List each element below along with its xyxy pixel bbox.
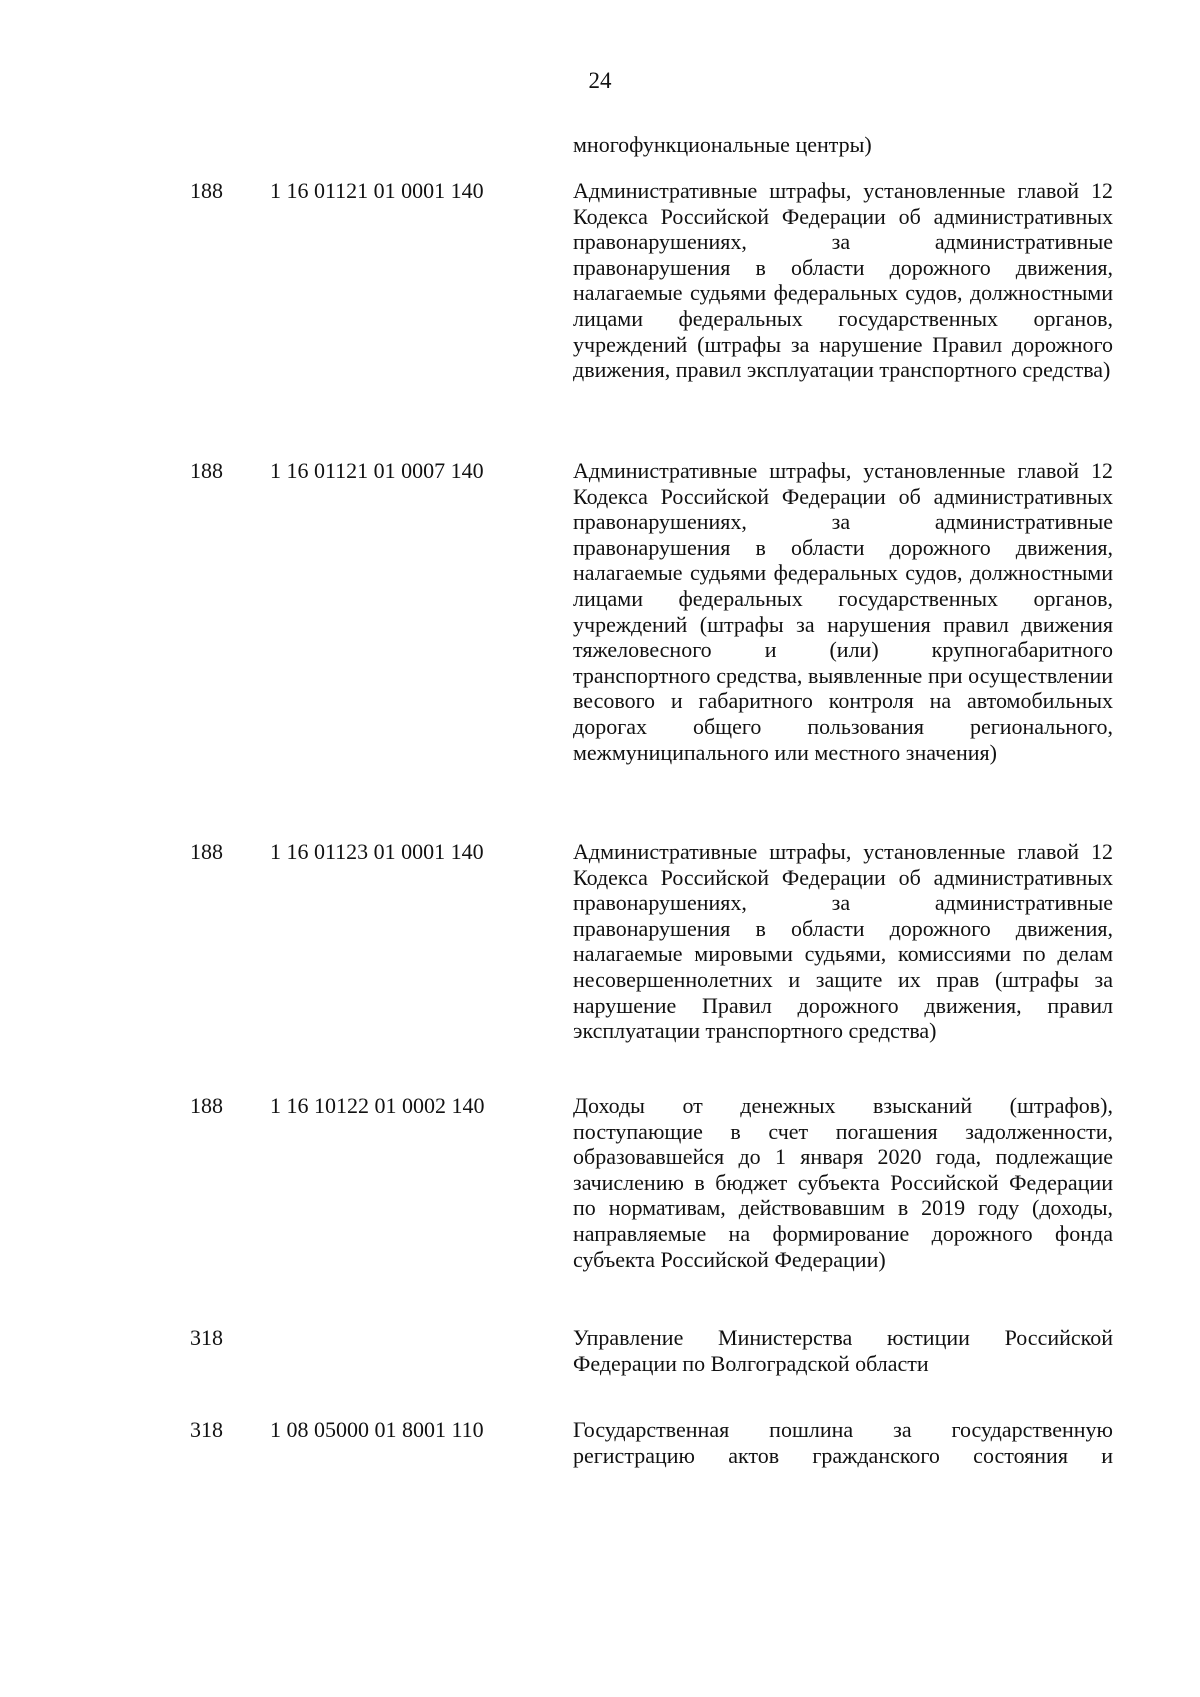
administrator-code: 188 [190,178,223,203]
budget-classification-code: 1 16 10122 01 0002 140 [270,1093,485,1118]
budget-classification-code: 1 08 05000 01 8001 110 [270,1417,484,1442]
administrator-code: 318 [190,1325,223,1350]
administrator-code: 188 [190,839,223,864]
administrator-code: 188 [190,458,223,483]
budget-classification-code: 1 16 01121 01 0001 140 [270,178,484,203]
budget-classification-code: 1 16 01121 01 0007 140 [270,458,484,483]
page-number: 24 [588,68,612,93]
revenue-description: Административные штрафы, установленные главой 12 Кодекса Российской Федерации об административных правонарушениях, за административные правонарушения в области дорожного движения, налагаемые судьями федеральных судов, должностными лицами федеральных государственных органов, учреждений (штрафы за нарушения правил движения тяжеловесного и (или) крупногабаритного транспортного средства, выявленные при осуществлении весового и габаритного контроля на автомобильных дорогах общего пользования регионального, межмуниципального или местного значения) [573,458,1113,765]
budget-classification-code: 1 16 01123 01 0001 140 [270,839,484,864]
administrator-code: 318 [190,1417,223,1442]
revenue-description: Государственная пошлина за государственную регистрацию актов гражданского состояния и [573,1417,1113,1468]
administrator-code: 188 [190,1093,223,1118]
administrator-name: Управление Министерства юстиции Российской Федерации по Волгоградской области [573,1325,1113,1376]
revenue-description: Административные штрафы, установленные главой 12 Кодекса Российской Федерации об административных правонарушениях, за административные правонарушения в области дорожного движения, налагаемые судьями федеральных судов, должностными лицами федеральных государственных органов, учреждений (штрафы за нарушение Правил дорожного движения, правил эксплуатации транспортного средства) [573,178,1113,383]
revenue-description: Доходы от денежных взысканий (штрафов), поступающие в счет погашения задолженности, образовавшейся до 1 января 2020 года, подлежащие зачислению в бюджет субъекта Российской Федерации по нормативам, действовавшим в 2019 году (доходы, направляемые на формирование дорожного фонда субъекта Российской Федерации) [573,1093,1113,1272]
revenue-description: Административные штрафы, установленные главой 12 Кодекса Российской Федерации об административных правонарушениях, за административные правонарушения в области дорожного движения, налагаемые мировыми судьями, комиссиями по делам несовершеннолетних и защите их прав (штрафы за нарушение Правил дорожного движения, правил эксплуатации транспортного средства) [573,839,1113,1044]
continuation-text: многофункциональные центры) [573,132,872,157]
